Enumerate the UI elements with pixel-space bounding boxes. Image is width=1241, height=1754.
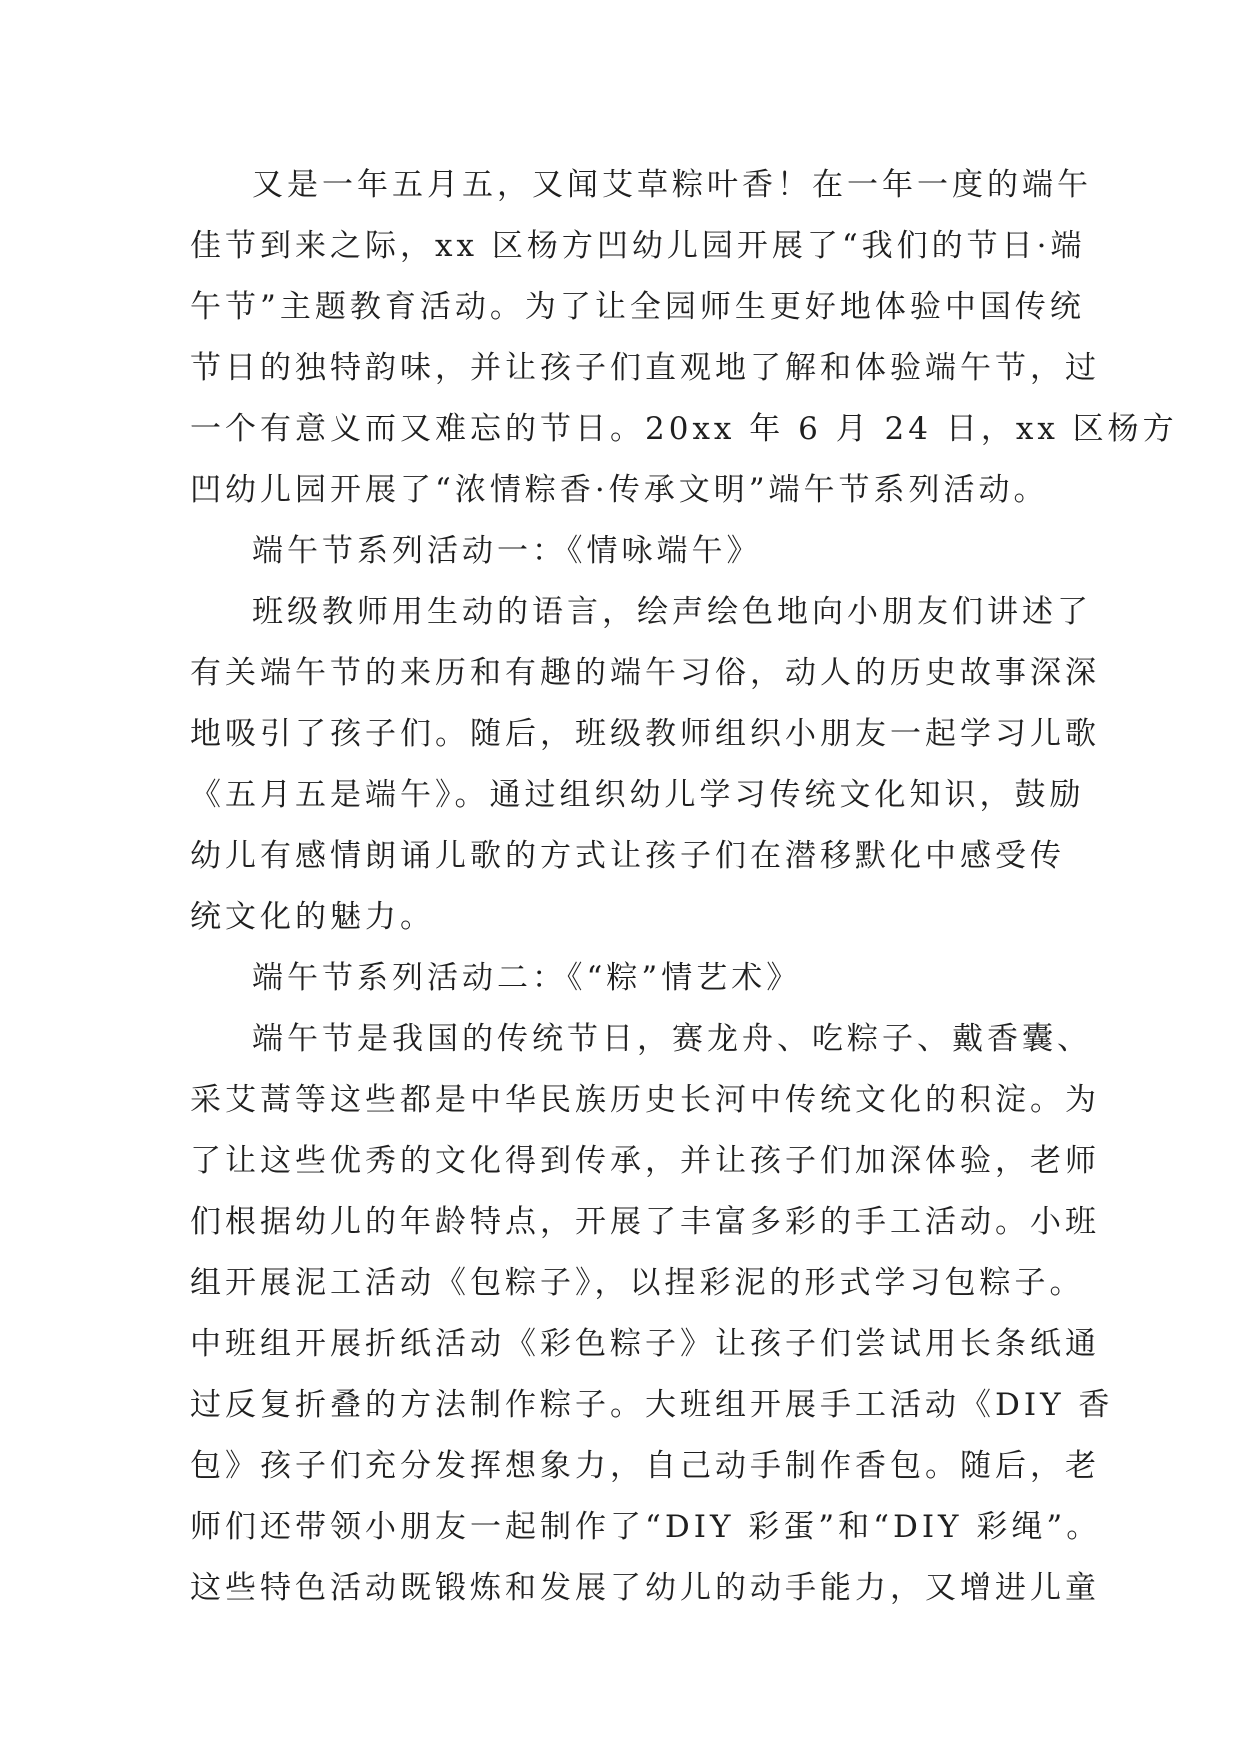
text-line: 地吸引了孩子们。随后，班级教师组织小朋友一起学习儿歌 (190, 716, 1100, 752)
text-line: 一个有意义而又难忘的节日。20xx 年 6 月 24 日，xx 区杨方 (190, 411, 1178, 447)
text-line: 包》孩子们充分发挥想象力，自己动手制作香包。随后，老 (190, 1448, 1100, 1484)
text-line: 这些特色活动既锻炼和发展了幼儿的动手能力，又增进儿童 (190, 1570, 1100, 1606)
text-line: 有关端午节的来历和有趣的端午习俗，动人的历史故事深深 (190, 655, 1100, 691)
text-line: 采艾蒿等这些都是中华民族历史长河中传统文化的积淀。为 (190, 1082, 1100, 1118)
text-line: 师们还带领小朋友一起制作了“DIY 彩蛋”和“DIY 彩绳”。 (190, 1509, 1102, 1545)
text-line: 《五月五是端午》。通过组织幼儿学习传统文化知识，鼓励 (190, 777, 1085, 813)
text-line: 班级教师用生动的语言，绘声绘色地向小朋友们讲述了 (252, 594, 1092, 630)
text-line: 午节”主题教育活动。为了让全园师生更好地体验中国传统 (190, 289, 1085, 325)
text-line: 幼儿有感情朗诵儿歌的方式让孩子们在潜移默化中感受传 (190, 838, 1065, 874)
text-line: 端午节是我国的传统节日，赛龙舟、吃粽子、戴香囊、 (252, 1021, 1092, 1057)
heading-line: 端午节系列活动一：《情咏端午》 (252, 533, 762, 569)
text-line: 了让这些优秀的文化得到传承，并让孩子们加深体验，老师 (190, 1143, 1100, 1179)
text-line: 佳节到来之际，xx 区杨方凹幼儿园开展了“我们的节日·端 (190, 228, 1086, 264)
section-heading-activity-two (190, 948, 1050, 1009)
paragraph-activity-one (190, 582, 1100, 948)
text-line: 们根据幼儿的年龄特点，开展了丰富多彩的手工活动。小班 (190, 1204, 1100, 1240)
text-line: 组开展泥工活动《包粽子》，以捏彩泥的形式学习包粽子。 (190, 1265, 1085, 1301)
text-line: 凹幼儿园开展了“浓情粽香·传承文明”端午节系列活动。 (190, 472, 1049, 508)
text-line: 又是一年五月五，又闻艾草粽叶香！在一年一度的端午 (252, 167, 1092, 203)
heading-line: 端午节系列活动二：《“粽”情艺术》 (252, 960, 802, 996)
paragraph-activity-two (190, 1009, 1114, 1619)
text-line: 过反复折叠的方法制作粽子。大班组开展手工活动《DIY 香 (190, 1387, 1114, 1423)
text-line: 节日的独特韵味，并让孩子们直观地了解和体验端午节，过 (190, 350, 1100, 386)
paragraph-intro (190, 155, 1178, 521)
text-line: 统文化的魅力。 (190, 899, 435, 935)
document-body (190, 155, 1178, 1619)
text-line: 中班组开展折纸活动《彩色粽子》让孩子们尝试用长条纸通 (190, 1326, 1100, 1362)
section-heading-activity-one (190, 521, 1050, 582)
